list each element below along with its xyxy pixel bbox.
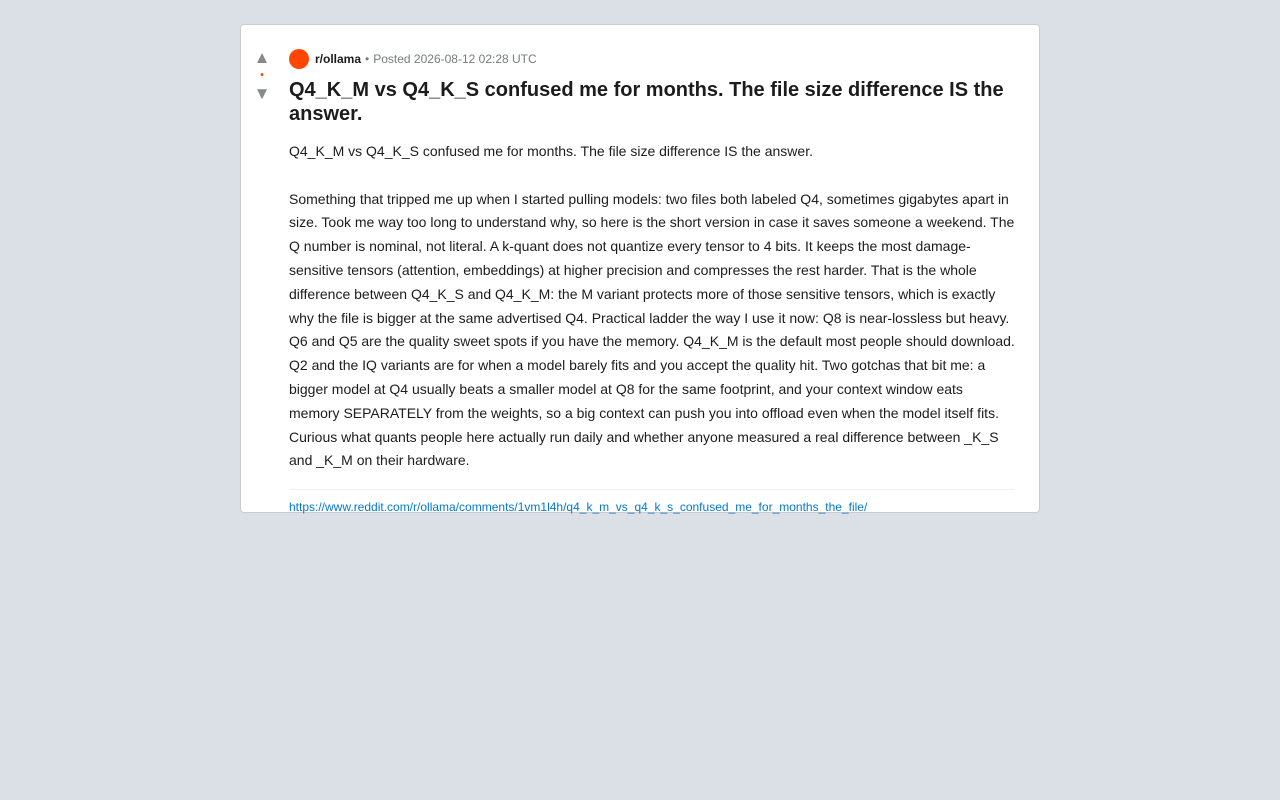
downvote-icon[interactable]: ▼ — [253, 84, 271, 103]
posted-timestamp: Posted 2026-08-12 02:28 UTC — [373, 52, 537, 66]
post-title[interactable]: Q4_K_M vs Q4_K_S confused me for months. The file size difference IS the answer. — [289, 79, 1004, 125]
post-content — [289, 49, 1015, 515]
body-paragraph: Something that tripped me up when I started pulling models: two files both labeled Q4, sometimes gigabytes apart in size. Took me way too long to understand why, so here is the short version in case it saves someone a weekend. The Q number is nominal, not literal. A k-quant does not quantize every tensor to 4 bits. It keeps the most damage-sensitive tensors (attention, embeddings) at higher precision and compresses the rest harder. That is the whole difference between Q4_K_S and Q4_K_M: the M variant protects more of those sensitive tensors, which is exactly why the file is bigger at the same advertised Q4. Practical ladder the way I use it now: Q8 is near-lossless but heavy. Q6 and Q5 are the quality sweet spots if you have the memory. Q4_K_M is the default most people should download. Q2 and the IQ variants are for when a model barely fits and you accept the quality hit. Two gotchas that bit me: a bigger model at Q4 usually beats a smaller model at Q8 for the same footprint, and your context window eats memory SEPARATELY from the weights, so a big context can push you into offload even when the model itself fits. Curious what quants people here actually run daily and whether anyone measured a real difference between _K_S and _K_M on their hardware. — [289, 190, 1015, 469]
post-meta — [289, 49, 1015, 69]
upvote-icon[interactable]: ▲ — [253, 48, 271, 67]
subreddit-avatar-icon[interactable] — [289, 49, 309, 69]
meta-separator: • — [365, 52, 370, 66]
permalink-link[interactable]: https://www.reddit.com/r/ollama/comments/1vm1l4h/q4_k_m_vs_q4_k_s_confused_me_for_months_the_file/ — [289, 500, 868, 515]
subreddit-link[interactable]: r/ollama — [315, 52, 362, 66]
vote-column — [249, 49, 275, 103]
post-card — [240, 24, 1040, 513]
post-body — [289, 140, 1015, 473]
body-paragraph: Q4_K_M vs Q4_K_S confused me for months. The file size difference IS the answer. — [289, 143, 813, 159]
divider — [289, 489, 1015, 490]
vote-score: • — [260, 70, 264, 81]
